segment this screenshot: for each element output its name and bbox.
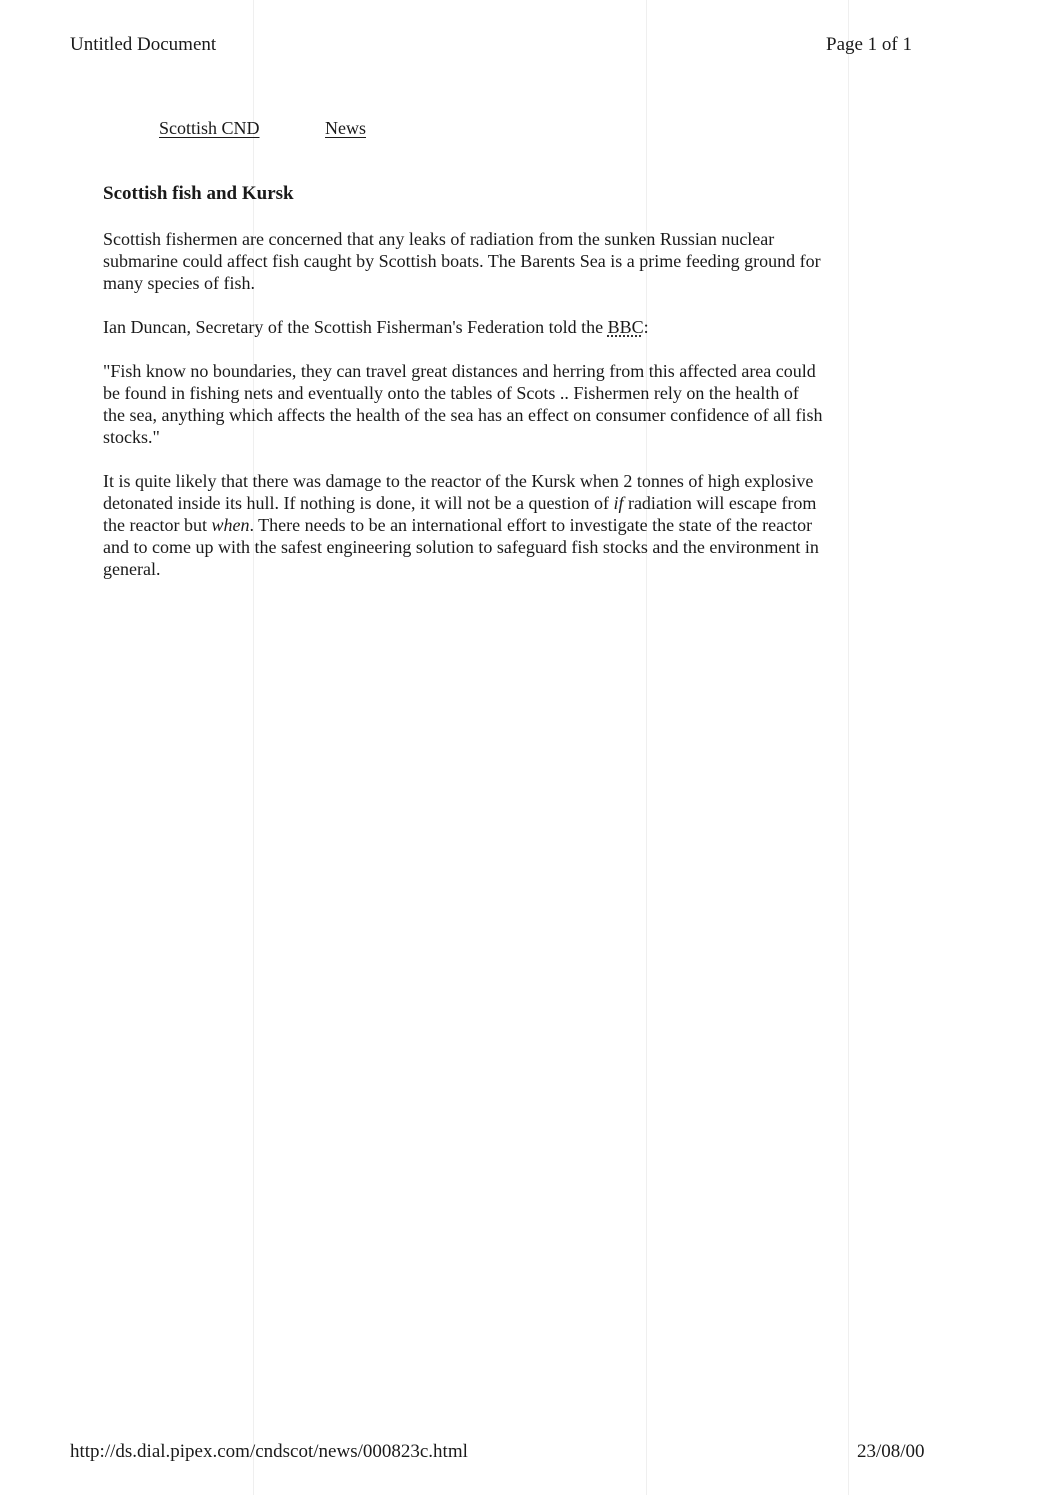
nav-link-news[interactable]: News bbox=[325, 118, 367, 138]
paragraph-4-text-3: . There needs to be an international effort to investigate the state of the reactor and to come up with the safest engineering solution to safeguard fish stocks and the environment in general. bbox=[103, 515, 819, 579]
nav-link-scottish-cnd[interactable]: Scottish CND bbox=[159, 118, 260, 138]
article-quote: "Fish know no boundaries, they can travel great distances and herring from this affected area could be found in fishing nets and eventually onto the tables of Scots .. Fishermen rely on the health of the sea, anything which affects the health of the sea has an effect on consumer confidence of all fish stocks." bbox=[103, 361, 823, 447]
article bbox=[103, 182, 823, 602]
paragraph-2-text: Ian Duncan, Secretary of the Scottish Fisherman's Federation told the bbox=[103, 317, 608, 337]
bbc-link[interactable]: BBC bbox=[607, 317, 644, 337]
article-paragraph-2 bbox=[103, 316, 823, 338]
emphasis-if: if bbox=[613, 493, 624, 513]
footer-url: http://ds.dial.pipex.com/cndscot/news/000823c.html bbox=[70, 1441, 468, 1462]
article-paragraph-4 bbox=[103, 470, 823, 580]
article-paragraph-1: Scottish fishermen are concerned that any leaks of radiation from the sunken Russian nuclear submarine could affect fish caught by Scottish boats. The Barents Sea is a prime feeding ground for many species of fish. bbox=[103, 229, 821, 293]
scan-artifact-line bbox=[848, 0, 849, 1495]
paragraph-2-colon: : bbox=[643, 317, 649, 337]
footer-date: 23/08/00 bbox=[857, 1441, 925, 1462]
paragraph-4-text-2: radiation will escape from the reactor but bbox=[103, 493, 817, 535]
article-heading: Scottish fish and Kursk bbox=[103, 183, 294, 204]
paragraph-4-text-1: It is quite likely that there was damage to the reactor of the Kursk when 2 tonnes of high explosive detonated inside its hull. If nothing is done, it will not be a question of bbox=[103, 471, 814, 513]
page-indicator: Page 1 of 1 bbox=[826, 34, 913, 55]
nav-links bbox=[159, 118, 366, 139]
emphasis-when: when bbox=[211, 515, 250, 535]
document-title: Untitled Document bbox=[70, 34, 217, 55]
